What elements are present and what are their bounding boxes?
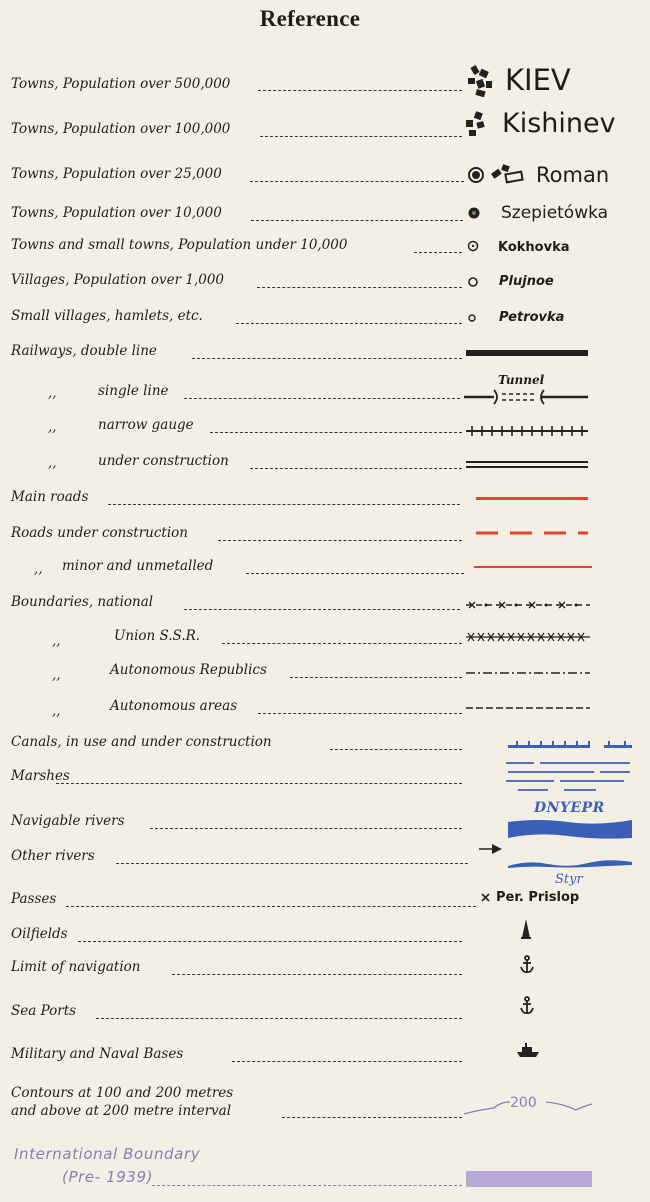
ditto-mark: ,, — [48, 455, 57, 471]
legend-label-roads-under-construction: Roads under construction — [11, 525, 188, 541]
ditto-mark: ,, — [52, 703, 61, 719]
city-25000-icon — [468, 166, 486, 184]
legend-label-railway-under-construction: under construction — [98, 453, 229, 469]
legend-label-autonomous-republics: Autonomous Republics — [110, 662, 267, 678]
leader-line — [150, 828, 462, 829]
page-title: Reference — [259, 6, 361, 31]
sample-tunnel: Tunnel — [498, 373, 545, 387]
leader-line — [414, 252, 462, 253]
road-under-construction-icon — [476, 530, 588, 536]
railway-double-line-icon — [466, 348, 588, 360]
leader-line — [66, 906, 476, 907]
leader-line — [218, 540, 462, 541]
legend-label-towns-25000: Towns, Population over 25,000 — [11, 166, 222, 182]
national-boundary-icon — [466, 600, 590, 610]
legend-label-main-roads: Main roads — [11, 489, 89, 505]
legend-label-railways-single: single line — [98, 383, 169, 399]
navigable-river-icon — [508, 818, 632, 842]
marsh-icon — [504, 760, 632, 798]
legend-label-union-ssr: Union S.S.R. — [114, 628, 201, 644]
railway-under-construction-icon — [466, 459, 588, 471]
legend-label-small-towns: Towns and small towns, Population under 10,000 — [11, 237, 348, 253]
hamlet-icon — [467, 312, 479, 324]
international-boundary-swatch — [466, 1171, 592, 1187]
ditto-mark: ,, — [34, 561, 43, 577]
leader-line — [250, 468, 462, 469]
pass-icon — [481, 893, 491, 903]
anchor-icon — [519, 955, 535, 975]
union-ssr-boundary-icon — [466, 632, 590, 642]
leader-line — [222, 643, 462, 644]
ditto-mark: ,, — [52, 633, 61, 649]
legend-label-boundaries-national: Boundaries, national — [11, 594, 154, 610]
leader-line — [257, 287, 462, 288]
leader-line — [250, 181, 464, 182]
leader-line — [330, 749, 462, 750]
sea-port-anchor-icon — [519, 996, 535, 1016]
leader-line — [172, 974, 462, 975]
leader-line — [78, 941, 462, 942]
legend-label-towns-100000: Towns, Population over 100,000 — [11, 121, 231, 137]
legend-label-villages: Villages, Population over 1,000 — [11, 272, 225, 288]
legend-label-contours-line2: and above at 200 metre interval — [11, 1103, 232, 1119]
sample-petrovka: Petrovka — [499, 310, 565, 325]
legend-label-contours-line1: Contours at 100 and 200 metres — [11, 1085, 234, 1101]
leader-line — [56, 783, 462, 784]
canal-icon — [508, 738, 632, 750]
oil-derrick-icon — [520, 918, 532, 940]
leader-line — [246, 573, 464, 574]
ditto-mark: ,, — [48, 385, 57, 401]
town-10000-icon — [466, 205, 482, 221]
legend-label-limit-of-navigation: Limit of navigation — [11, 959, 141, 975]
small-town-icon — [467, 239, 481, 253]
legend-label-military-bases: Military and Naval Bases — [11, 1046, 184, 1062]
sample-per-prislop: Per. Prislop — [496, 890, 580, 905]
leader-line — [152, 1185, 462, 1186]
legend-label-pre-1939: (Pre- 1939) — [62, 1168, 154, 1186]
town-blocks-icon — [490, 163, 526, 183]
railway-single-tunnel-icon — [464, 388, 588, 406]
autonomous-republic-boundary-icon — [466, 669, 590, 677]
legend-label-narrow-gauge: narrow gauge — [98, 417, 194, 433]
city-100000-icon — [464, 111, 492, 139]
sample-kishinev: Kishinev — [502, 108, 616, 139]
legend-label-marshes: Marshes — [11, 768, 70, 784]
leader-line — [236, 323, 462, 324]
legend-label-oilfields: Oilfields — [11, 926, 68, 942]
legend-label-sea-ports: Sea Ports — [11, 1003, 77, 1019]
legend-label-navigable-rivers: Navigable rivers — [11, 813, 125, 829]
legend-label-towns-10000: Towns, Population over 10,000 — [11, 205, 222, 221]
leader-line — [282, 1117, 462, 1118]
leader-line — [258, 90, 462, 91]
leader-line — [260, 136, 462, 137]
leader-line — [96, 1018, 462, 1019]
leader-line — [108, 504, 460, 505]
other-river-icon — [508, 858, 632, 870]
sample-szepietowka: Szepietówka — [501, 203, 609, 223]
main-road-icon — [476, 497, 588, 500]
leader-line — [192, 358, 462, 359]
warship-icon — [516, 1042, 540, 1058]
autonomous-area-boundary-icon — [466, 704, 590, 712]
legend-label-autonomous-areas: Autonomous areas — [110, 698, 238, 714]
legend-label-minor-roads: minor and unmetalled — [62, 558, 214, 574]
sample-kokhovka: Kokhovka — [498, 240, 570, 255]
sample-dnyepr: DNYEPR — [534, 800, 605, 816]
village-icon — [467, 275, 481, 289]
sample-plujnoe: Plujnoe — [499, 274, 554, 289]
railway-narrow-gauge-icon — [466, 424, 588, 438]
sample-roman: Roman — [536, 163, 610, 187]
leader-line — [184, 398, 460, 399]
ditto-mark: ,, — [52, 667, 61, 683]
ditto-mark: ,, — [48, 419, 57, 435]
leader-line — [290, 677, 462, 678]
sample-styr: Styr — [555, 872, 583, 887]
arrow-right-icon — [478, 842, 504, 856]
legend-label-canals: Canals, in use and under construction — [11, 734, 272, 750]
legend-label-railways-double: Railways, double line — [11, 343, 157, 359]
legend-label-other-rivers: Other rivers — [11, 848, 95, 864]
leader-line — [258, 713, 462, 714]
legend-label-passes: Passes — [11, 891, 57, 907]
leader-line — [184, 609, 460, 610]
leader-line — [251, 220, 463, 221]
leader-line — [116, 863, 468, 864]
leader-line — [232, 1061, 462, 1062]
sample-kiev: KIEV — [505, 63, 571, 97]
minor-road-icon — [474, 566, 592, 568]
legend-label-towns-500000: Towns, Population over 500,000 — [11, 76, 231, 92]
legend-label-small-villages: Small villages, hamlets, etc. — [11, 308, 203, 324]
sample-contour-200: 200 — [510, 1095, 537, 1111]
city-500000-icon — [466, 64, 496, 98]
leader-line — [210, 432, 462, 433]
legend-label-international-boundary: International Boundary — [14, 1145, 201, 1163]
